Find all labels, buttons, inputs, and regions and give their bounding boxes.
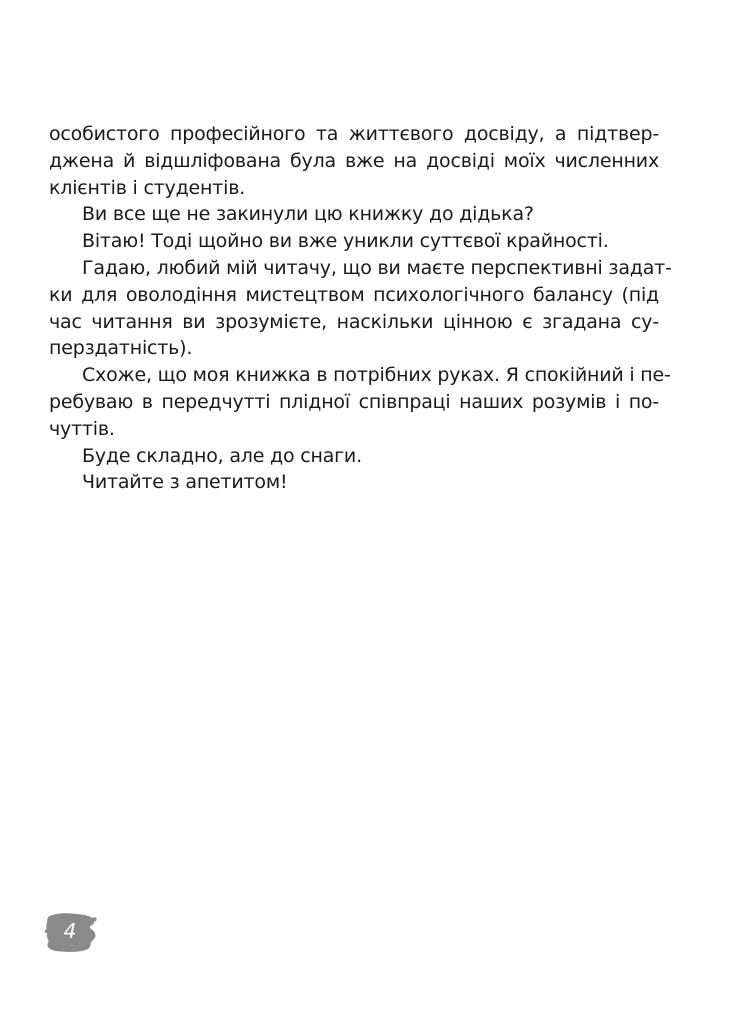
page-number: 4 xyxy=(63,919,77,943)
text-line: час читання ви зрозумієте, наскільки цінною є згадана су- xyxy=(49,310,659,333)
text-line: Схоже, що моя книжка в потрібних руках. Я спокійний і пе- xyxy=(82,364,671,387)
text-line: Читайте з апетитом! xyxy=(82,471,288,494)
text-line: перздатність). xyxy=(49,337,193,360)
page-number-badge xyxy=(44,910,98,954)
text-line: Ви все ще не закинули цю книжку до дідька? xyxy=(82,203,534,226)
page-body-text xyxy=(49,121,672,496)
paragraph xyxy=(49,255,672,362)
paragraph xyxy=(49,443,659,470)
text-line: ки для оволодіння мистецтвом психологічного балансу (під xyxy=(49,283,659,306)
paragraph xyxy=(49,228,659,255)
text-line: Вітаю! Тоді щойно ви вже уникли суттєвої крайності. xyxy=(82,230,609,253)
text-line: Буде складно, але до снаги. xyxy=(82,444,362,467)
paragraph xyxy=(49,201,659,228)
text-line: Гадаю, любий мій читачу, що ви маєте перспективні задат- xyxy=(82,256,672,279)
paragraph xyxy=(49,469,659,496)
text-line: клієнтів і студентів. xyxy=(49,176,246,199)
paragraph xyxy=(49,121,659,201)
text-line: ребуваю в передчутті плідної співпраці наших розумів і по- xyxy=(49,390,659,413)
text-line: особистого професійного та життєвого досвіду, а підтвер- xyxy=(49,123,659,145)
paragraph xyxy=(49,362,671,442)
text-line: джена й відшліфована була вже на досвіді моїх численних xyxy=(49,149,659,172)
text-line: чуттів. xyxy=(49,417,115,440)
